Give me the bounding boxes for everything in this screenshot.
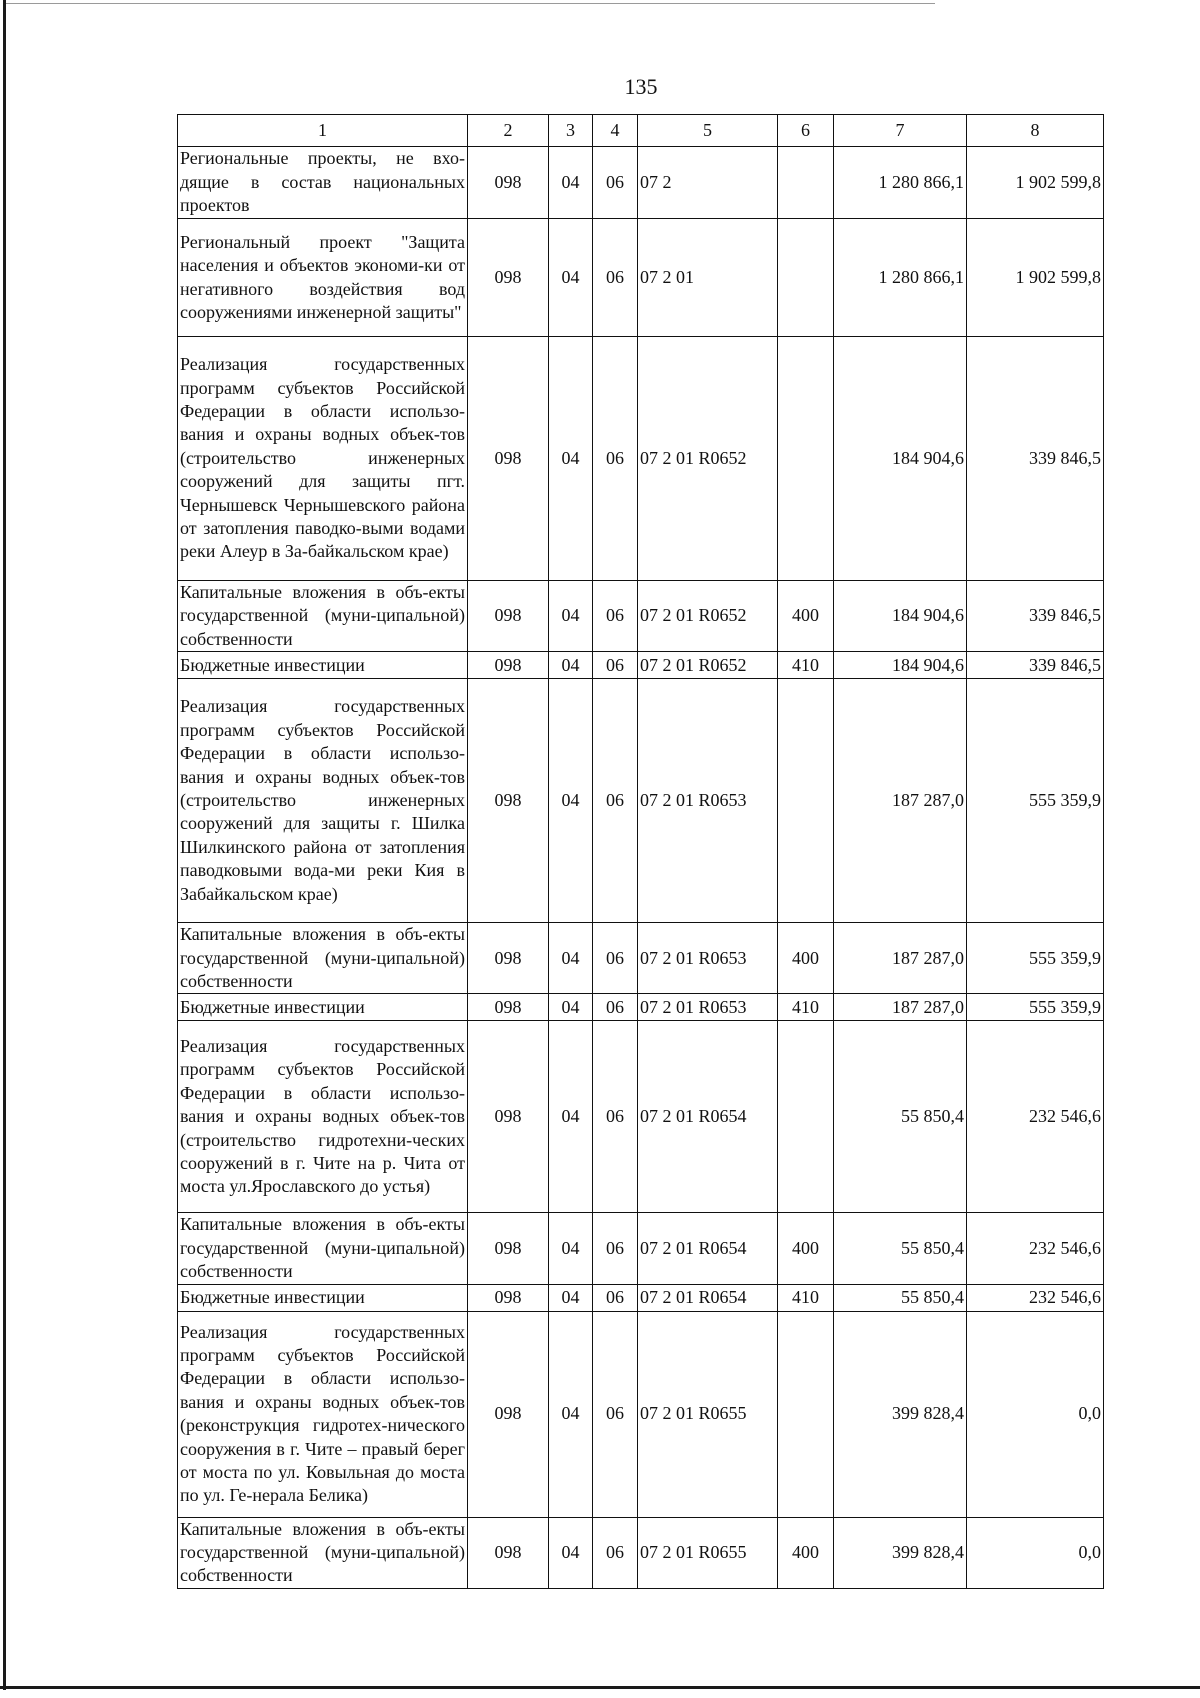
amount-col7: 187 287,0 [834, 994, 967, 1021]
ministry-code: 098 [468, 1517, 549, 1588]
table-row [178, 219, 1104, 337]
amount-col8: 232 546,6 [967, 1021, 1104, 1213]
target-article-code: 07 2 01 R0655 [638, 1311, 778, 1517]
column-header: 5 [638, 115, 778, 147]
amount-col8: 232 546,6 [967, 1213, 1104, 1284]
expense-type-code: 410 [778, 1284, 834, 1311]
row-description: Капитальные вложения в объ-екты государственной (муни-ципальной) собственности [178, 1213, 468, 1284]
section-code: 04 [549, 1213, 593, 1284]
table-body [178, 147, 1104, 1589]
table-row [178, 652, 1104, 679]
section-code: 04 [549, 1311, 593, 1517]
amount-col7: 399 828,4 [834, 1311, 967, 1517]
table-row [178, 679, 1104, 923]
amount-col7: 184 904,6 [834, 581, 967, 652]
section-code: 04 [549, 1517, 593, 1588]
subsection-code: 06 [593, 1517, 638, 1588]
amount-col8: 555 359,9 [967, 923, 1104, 994]
row-description: Реализация государственных программ субъектов Российской Федерации в области использо-вания и охраны водных объек-тов (строительство инженерных сооружений для защиты г. Шилка Шилкинского района от затопления паводковыми вода-ми реки Кия в Забайкальском крае) [178, 679, 468, 923]
ministry-code: 098 [468, 923, 549, 994]
section-code: 04 [549, 1021, 593, 1213]
amount-col7: 399 828,4 [834, 1517, 967, 1588]
target-article-code: 07 2 01 R0653 [638, 923, 778, 994]
amount-col7: 187 287,0 [834, 679, 967, 923]
table-row [178, 994, 1104, 1021]
target-article-code: 07 2 01 R0653 [638, 994, 778, 1021]
scan-edge-top [5, 3, 935, 4]
row-description: Реализация государственных программ субъектов Российской Федерации в области использо-вания и охраны водных объек-тов (строительство гидротехни-ческих сооружений в г. Чите на р. Чита от моста ул.Ярославского до устья) [178, 1021, 468, 1213]
column-header: 6 [778, 115, 834, 147]
ministry-code: 098 [468, 679, 549, 923]
amount-col7: 55 850,4 [834, 1021, 967, 1213]
subsection-code: 06 [593, 147, 638, 219]
table-row [178, 1021, 1104, 1213]
expense-type-code [778, 1021, 834, 1213]
row-description: Реализация государственных программ субъектов Российской Федерации в области использо-вания и охраны водных объек-тов (строительство инженерных сооружений для защиты пгт. Чернышевск Чернышевского района от затопления паводко-выми водами реки Алеур в За-байкальском крае) [178, 337, 468, 581]
amount-col8: 339 846,5 [967, 337, 1104, 581]
amount-col7: 55 850,4 [834, 1284, 967, 1311]
target-article-code: 07 2 01 R0654 [638, 1213, 778, 1284]
amount-col8: 339 846,5 [967, 581, 1104, 652]
subsection-code: 06 [593, 923, 638, 994]
row-description: Капитальные вложения в объ-екты государственной (муни-ципальной) собственности [178, 923, 468, 994]
row-description: Бюджетные инвестиции [178, 1284, 468, 1311]
section-code: 04 [549, 337, 593, 581]
section-code: 04 [549, 219, 593, 337]
subsection-code: 06 [593, 994, 638, 1021]
amount-col7: 1 280 866,1 [834, 147, 967, 219]
subsection-code: 06 [593, 1213, 638, 1284]
section-code: 04 [549, 994, 593, 1021]
table-row [178, 581, 1104, 652]
target-article-code: 07 2 01 R0652 [638, 337, 778, 581]
ministry-code: 098 [468, 994, 549, 1021]
section-code: 04 [549, 679, 593, 923]
expense-type-code [778, 147, 834, 219]
row-description: Капитальные вложения в объ-екты государственной (муни-ципальной) собственности [178, 1517, 468, 1588]
column-header: 3 [549, 115, 593, 147]
expense-type-code [778, 679, 834, 923]
amount-col7: 187 287,0 [834, 923, 967, 994]
expense-type-code: 400 [778, 923, 834, 994]
amount-col8: 339 846,5 [967, 652, 1104, 679]
ministry-code: 098 [468, 219, 549, 337]
amount-col8: 0,0 [967, 1517, 1104, 1588]
amount-col8: 0,0 [967, 1311, 1104, 1517]
amount-col8: 555 359,9 [967, 994, 1104, 1021]
expense-type-code [778, 219, 834, 337]
expense-type-code [778, 337, 834, 581]
row-description: Бюджетные инвестиции [178, 994, 468, 1021]
target-article-code: 07 2 01 R0654 [638, 1021, 778, 1213]
ministry-code: 098 [468, 337, 549, 581]
table-row [178, 147, 1104, 219]
subsection-code: 06 [593, 1021, 638, 1213]
subsection-code: 06 [593, 1284, 638, 1311]
column-header: 7 [834, 115, 967, 147]
expense-type-code: 410 [778, 994, 834, 1021]
row-description: Бюджетные инвестиции [178, 652, 468, 679]
subsection-code: 06 [593, 679, 638, 923]
scan-edge-bottom [0, 1686, 1200, 1689]
amount-col8: 1 902 599,8 [967, 147, 1104, 219]
target-article-code: 07 2 [638, 147, 778, 219]
expense-type-code: 400 [778, 1213, 834, 1284]
subsection-code: 06 [593, 337, 638, 581]
target-article-code: 07 2 01 [638, 219, 778, 337]
section-code: 04 [549, 923, 593, 994]
section-code: 04 [549, 1284, 593, 1311]
budget-table [177, 114, 1104, 1589]
scan-edge-left [3, 0, 6, 1690]
ministry-code: 098 [468, 652, 549, 679]
expense-type-code: 400 [778, 581, 834, 652]
ministry-code: 098 [468, 581, 549, 652]
expense-type-code [778, 1311, 834, 1517]
ministry-code: 098 [468, 1311, 549, 1517]
column-header: 8 [967, 115, 1104, 147]
row-description: Реализация государственных программ субъектов Российской Федерации в области использо-вания и охраны водных объек-тов (реконструкция гидротех-нического сооружения в г. Чите – правый берег от моста по ул. Ковыльная до моста по ул. Ге-нерала Белика) [178, 1311, 468, 1517]
amount-col7: 184 904,6 [834, 337, 967, 581]
target-article-code: 07 2 01 R0655 [638, 1517, 778, 1588]
amount-col8: 555 359,9 [967, 679, 1104, 923]
column-header: 1 [178, 115, 468, 147]
section-code: 04 [549, 147, 593, 219]
target-article-code: 07 2 01 R0652 [638, 581, 778, 652]
amount-col7: 184 904,6 [834, 652, 967, 679]
table-row [178, 923, 1104, 994]
subsection-code: 06 [593, 1311, 638, 1517]
amount-col8: 232 546,6 [967, 1284, 1104, 1311]
expense-type-code: 410 [778, 652, 834, 679]
subsection-code: 06 [593, 581, 638, 652]
table-row [178, 1284, 1104, 1311]
row-description: Региональный проект "Защита населения и объектов экономи-ки от негативного воздействия вод сооружениями инженерной защиты" [178, 219, 468, 337]
target-article-code: 07 2 01 R0652 [638, 652, 778, 679]
target-article-code: 07 2 01 R0654 [638, 1284, 778, 1311]
amount-col7: 55 850,4 [834, 1213, 967, 1284]
amount-col8: 1 902 599,8 [967, 219, 1104, 337]
amount-col7: 1 280 866,1 [834, 219, 967, 337]
subsection-code: 06 [593, 219, 638, 337]
ministry-code: 098 [468, 1284, 549, 1311]
column-header: 2 [468, 115, 549, 147]
target-article-code: 07 2 01 R0653 [638, 679, 778, 923]
expense-type-code: 400 [778, 1517, 834, 1588]
page-number: 135 [624, 74, 658, 99]
table-row [178, 1213, 1104, 1284]
row-description: Региональные проекты, не вхо-дящие в состав национальных проектов [178, 147, 468, 219]
ministry-code: 098 [468, 147, 549, 219]
table-row [178, 337, 1104, 581]
table-row [178, 1517, 1104, 1588]
section-code: 04 [549, 581, 593, 652]
ministry-code: 098 [468, 1213, 549, 1284]
row-description: Капитальные вложения в объ-екты государственной (муни-ципальной) собственности [178, 581, 468, 652]
table-header-row [178, 115, 1104, 147]
ministry-code: 098 [468, 1021, 549, 1213]
section-code: 04 [549, 652, 593, 679]
subsection-code: 06 [593, 652, 638, 679]
table-row [178, 1311, 1104, 1517]
column-header: 4 [593, 115, 638, 147]
